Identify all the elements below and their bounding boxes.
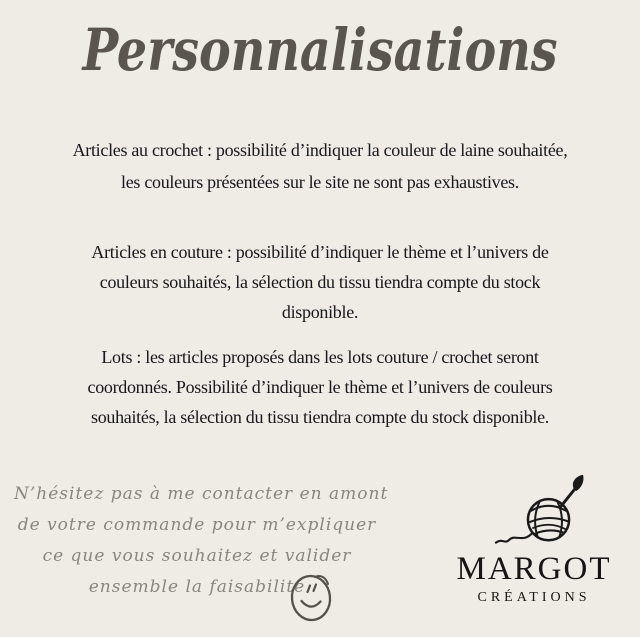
paragraph-crochet [0, 134, 640, 198]
page-title: Personnalisations [82, 16, 558, 84]
paragraph-line: couleurs souhaités, la sélection du tissu tiendra compte du stock [99, 272, 541, 292]
note-line: ensemble la faisabilité [88, 577, 306, 597]
note-line: ce que vous souhaitez et valider [42, 546, 352, 566]
yarn-ball-crochet-hook-icon [494, 474, 604, 552]
smiley-icon [288, 571, 334, 623]
paragraph-line: Articles au crochet : possibilité d’indiquer la couleur de laine souhaitée, [72, 140, 568, 160]
paragraph-line: coordonnés. Possibilité d’indiquer le thème et l’univers de couleurs [87, 377, 553, 397]
paragraph-line: souhaités, la sélection du tissu tiendra compte du stock disponible. [90, 407, 550, 427]
margot-creations-logo [438, 474, 630, 606]
logo-brand-name: MARGOT [456, 551, 612, 587]
paragraph-couture [0, 237, 640, 327]
paragraph-lots [0, 342, 640, 432]
logo-subtitle: CRÉATIONS [477, 590, 591, 605]
note-line: N’hésitez pas à me contacter en amont [14, 484, 389, 504]
note-line: de votre commande pour m’expliquer [17, 515, 377, 535]
paragraph-line: Articles en couture : possibilité d’indiquer le thème et l’univers de [91, 242, 549, 262]
paragraph-line: disponible. [281, 302, 359, 322]
paragraph-line: Lots : les articles proposés dans les lots couture / crochet seront [101, 347, 539, 367]
paragraph-line: les couleurs présentées sur le site ne sont pas exhaustives. [121, 172, 519, 192]
